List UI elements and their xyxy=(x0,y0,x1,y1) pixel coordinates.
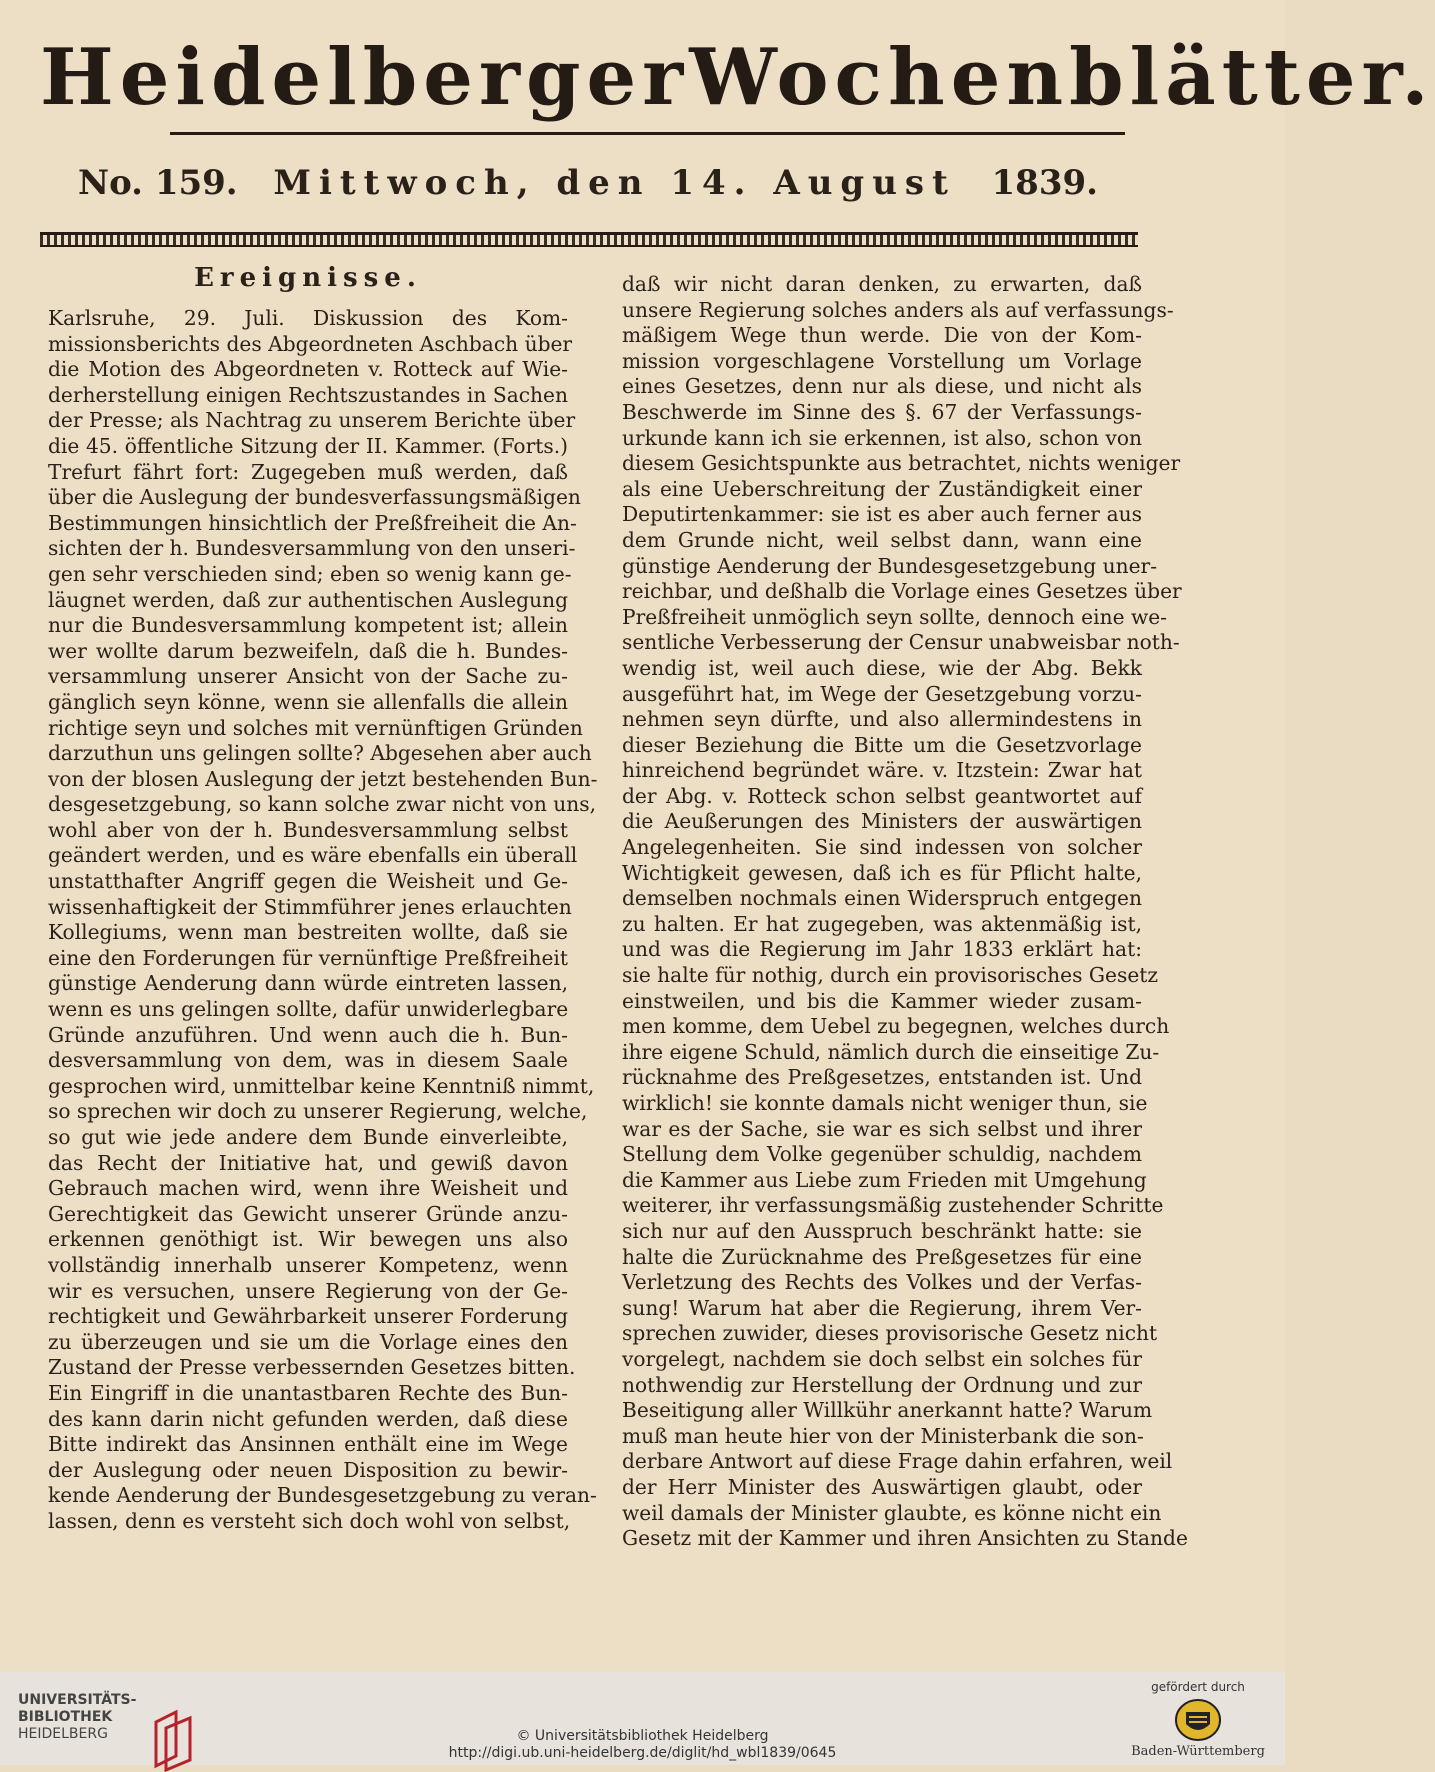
text-line: rechtigkeit und Gewährbarkeit unserer Forderung xyxy=(48,1304,568,1329)
masthead-rule xyxy=(170,132,1125,135)
text-line: diesem Gesichtspunkte aus betrachtet, nichts weniger xyxy=(622,451,1181,476)
text-line: Ein Eingriff in die unantastbaren Rechte des Bun- xyxy=(48,1380,568,1405)
issue-number: No. 159. xyxy=(78,163,238,203)
text-line: nur die Bundesversammlung kompetent ist; allein xyxy=(48,613,568,638)
text-line: Stellung dem Volke gegenüber schuldig, nachdem xyxy=(622,1142,1142,1167)
text-line: sung! Warum hat aber die Regierung, ihrem Ver- xyxy=(622,1295,1142,1320)
text-line: nehmen seyn dürfte, und also allermindestens in xyxy=(622,707,1142,732)
text-line: Bestimmungen hinsichtlich der Preßfreiheit die An- xyxy=(48,510,577,535)
library-name xyxy=(18,1692,136,1743)
text-line: zu halten. Er hat zugegeben, was aktenmäßig ist, xyxy=(622,911,1142,936)
text-line: sich nur auf den Ausspruch beschränkt hatte: sie xyxy=(622,1218,1142,1243)
text-line: über die Auslegung der bundesverfassungsmäßigen xyxy=(48,485,581,510)
text-line: die 45. öffentliche Sitzung der II. Kammer. (Forts.) xyxy=(48,433,568,458)
text-line: zu überzeugen und sie um die Vorlage eines den xyxy=(48,1329,568,1354)
text-line: sprechen zuwider, dieses provisorische Gesetz nicht xyxy=(622,1321,1158,1346)
text-line: Gerechtigkeit das Gewicht unserer Gründe anzu- xyxy=(48,1201,568,1226)
text-line: urkunde kann ich sie erkennen, ist also, schon von xyxy=(622,425,1142,450)
text-line: desgesetzgebung, so kann solche zwar nicht von uns, xyxy=(48,792,597,817)
text-line: wer wollte darum bezweifeln, daß die h. Bundes- xyxy=(48,638,568,663)
text-line: gen sehr verschieden sind; eben so wenig kann ge- xyxy=(48,561,572,586)
source-url-link[interactable]: http://digi.ub.uni-heidelberg.de/diglit/hd_wbl1839/0645 xyxy=(448,1745,837,1761)
text-line: Bitte indirekt das Ansinnen enthält eine im Wege xyxy=(48,1432,568,1457)
library-mark-icon xyxy=(150,1708,196,1772)
copyright-notice xyxy=(400,1728,885,1762)
masthead-title-left: Heidelberger xyxy=(40,31,690,123)
text-line: und was die Regierung im Jahr 1833 erklärt hat: xyxy=(622,937,1142,962)
text-line: versammlung unserer Ansicht von der Sache zu- xyxy=(48,664,568,689)
text-line: hinreichend begründet wäre. v. Itzstein: Zwar hat xyxy=(622,758,1142,783)
text-line: geändert werden, und es wäre ebenfalls ein überall xyxy=(48,843,578,868)
text-line: gänglich seyn könne, wenn sie allenfalls die allein xyxy=(48,689,568,714)
text-line: der Abg. v. Rotteck schon selbst geantwortet auf xyxy=(622,783,1142,808)
text-line: sichten der h. Bundesversammlung von den unseri- xyxy=(48,536,576,561)
sponsor-block xyxy=(1118,1680,1278,1764)
text-line: war es der Sache, sie war es sich selbst und ihrer xyxy=(622,1116,1142,1141)
library-name-line: HEIDELBERG xyxy=(18,1726,108,1742)
right-column xyxy=(622,272,1188,1552)
text-line: Karlsruhe, 29. Juli. Diskussion des Kom- xyxy=(48,306,568,330)
text-line: derherstellung einigen Rechtszustandes in Sachen xyxy=(48,382,568,407)
text-line: so gut wie jede andere dem Bunde einverleibte, xyxy=(48,1125,568,1149)
text-line: von der blosen Auslegung der jetzt bestehenden Bun- xyxy=(48,766,598,791)
text-line: ausgeführt hat, im Wege der Gesetzgebung vorzu- xyxy=(622,681,1142,706)
text-line: wirklich! sie konnte damals nicht weniger thun, sie xyxy=(622,1091,1148,1115)
sponsor-name: Baden-Württemberg xyxy=(1131,1744,1265,1759)
issue-date: Mittwoch, den 14. August xyxy=(273,163,956,203)
text-line: demselben nochmals einen Widerspruch entgegen xyxy=(622,886,1142,911)
text-line: reichbar, und deßhalb die Vorlage eines Gesetzes über xyxy=(622,579,1182,604)
text-line: so sprechen wir doch zu unserer Regierung, welche, xyxy=(48,1099,588,1124)
text-line: sie halte für nothig, durch ein provisorisches Gesetz xyxy=(622,963,1159,988)
coat-of-arms-icon xyxy=(1173,1698,1223,1742)
text-line: eines Gesetzes, denn nur als diese, und nicht als xyxy=(622,374,1142,399)
text-line: nothwendig zur Herstellung der Ordnung und zur xyxy=(622,1372,1142,1397)
text-line: wohl aber von der h. Bundesversammlung selbst xyxy=(48,817,568,842)
text-line: darzuthun uns gelingen sollte? Abgesehen aber auch xyxy=(48,741,592,766)
text-line: ihre eigene Schuld, nämlich durch die einseitige Zu- xyxy=(622,1039,1160,1064)
library-name-line: UNIVERSITÄTS- xyxy=(18,1692,137,1708)
library-name-line: BIBLIOTHEK xyxy=(18,1709,113,1725)
text-line: günstige Aenderung dann würde eintreten lassen, xyxy=(48,971,568,996)
left-column xyxy=(48,262,598,1535)
text-line: men komme, dem Uebel zu begegnen, welches durch xyxy=(622,1014,1170,1039)
text-line: die Motion des Abgeordneten v. Rotteck auf Wie- xyxy=(48,357,568,382)
text-line: lassen, denn es versteht sich doch wohl von selbst, xyxy=(48,1508,571,1533)
text-line: als eine Ueberschreitung der Zuständigkeit einer xyxy=(622,476,1142,501)
text-line: die Aeußerungen des Ministers der auswärtigen xyxy=(622,809,1142,834)
text-line: weil damals der Minister glaubte, es könne nicht ein xyxy=(622,1500,1162,1525)
text-line: sentliche Verbesserung der Censur unabweisbar noth- xyxy=(622,630,1180,655)
text-line: Gebrauch machen wird, wenn ihre Weisheit und xyxy=(48,1176,568,1201)
footer-bar xyxy=(0,1672,1285,1765)
text-line: wendig ist, weil auch diese, wie der Abg. Bekk xyxy=(622,655,1142,680)
text-line: desversammlung von dem, was in diesem Saale xyxy=(48,1048,568,1073)
text-line: des kann darin nicht gefunden werden, daß diese xyxy=(48,1406,568,1431)
text-line: wir es versuchen, unsere Regierung von der Ge- xyxy=(48,1278,568,1303)
text-line: eine den Forderungen für vernünftige Preßfreiheit xyxy=(48,945,568,970)
text-line: Verletzung des Rechts des Volkes und der Verfas- xyxy=(622,1270,1142,1295)
text-line: vollständig innerhalb unserer Kompetenz, wenn xyxy=(48,1252,568,1277)
text-line: Deputirtenkammer: sie ist es aber auch ferner aus xyxy=(622,502,1142,527)
text-line: Kollegiums, wenn man bestreiten wollte, daß sie xyxy=(48,920,568,945)
text-line: dieser Beziehung die Bitte um die Gesetzvorlage xyxy=(622,732,1142,757)
text-line: richtige seyn und solches mit vernünftigen Gründen xyxy=(48,715,583,740)
sponsor-label: gefördert durch xyxy=(1151,1680,1245,1694)
text-line: Trefurt fährt fort: Zugegeben muß werden, daß xyxy=(48,459,568,484)
text-line: weiterer, ihr verfassungsmäßig zustehender Schritte xyxy=(622,1193,1164,1218)
text-line: Preßfreiheit unmöglich seyn sollte, dennoch eine we- xyxy=(622,604,1168,629)
text-line: der Herr Minister des Auswärtigen glaubt, oder xyxy=(622,1474,1142,1499)
text-line: der Presse; als Nachtrag zu unserem Berichte über xyxy=(48,408,576,433)
copyright-text: © Universitätsbibliothek Heidelberg xyxy=(516,1728,769,1744)
text-line: wenn es uns gelingen sollte, dafür unwiderlegbare xyxy=(48,997,569,1022)
text-line: mäßigem Wege thun werde. Die von der Kom- xyxy=(622,323,1142,348)
text-line: Angelegenheiten. Sie sind indessen von solcher xyxy=(622,835,1142,860)
text-line: daß wir nicht daran denken, zu erwarten, daß xyxy=(622,272,1142,296)
text-line: einstweilen, und bis die Kammer wieder zusam- xyxy=(622,988,1142,1013)
text-line: der Auslegung oder neuen Disposition zu bewir- xyxy=(48,1457,568,1482)
dateline-rule xyxy=(40,232,1138,247)
text-line: erkennen genöthigt ist. Wir bewegen uns also xyxy=(48,1227,568,1252)
text-line: vorgelegt, nachdem sie doch selbst ein solches für xyxy=(622,1346,1142,1371)
text-line: die Kammer aus Liebe zum Frieden mit Umgehung xyxy=(622,1167,1147,1192)
text-line: günstige Aenderung der Bundesgesetzgebung uner- xyxy=(622,553,1158,578)
text-line: mission vorgeschlagene Vorstellung um Vorlage xyxy=(622,348,1142,373)
text-line: Wichtigkeit gewesen, daß ich es für Pflicht halte, xyxy=(622,860,1142,885)
text-line: unsere Regierung solches anders als auf verfassungs- xyxy=(622,297,1174,322)
text-line: Zustand der Presse verbessernden Gesetzes bitten. xyxy=(48,1355,576,1380)
library-logo[interactable] xyxy=(18,1692,218,1752)
text-line: gesprochen wird, unmittelbar keine Kenntniß nimmt, xyxy=(48,1073,595,1098)
masthead-title-right: Wochenblätter. xyxy=(689,31,1435,123)
text-line: rücknahme des Preßgesetzes, entstanden ist. Und xyxy=(622,1065,1142,1090)
issue-year: 1839. xyxy=(991,163,1098,203)
text-line: Gründe anzuführen. Und wenn auch die h. Bun- xyxy=(48,1022,568,1047)
text-line: Beseitigung aller Willkühr anerkannt hatte? Warum xyxy=(622,1398,1153,1423)
dateline xyxy=(78,158,1098,208)
text-line: muß man heute hier von der Ministerbank die son- xyxy=(622,1423,1144,1448)
masthead xyxy=(40,22,1435,132)
text-line: das Recht der Initiative hat, und gewiß davon xyxy=(48,1150,568,1175)
text-line: Beschwerde im Sinne des §. 67 der Verfassungs- xyxy=(622,399,1142,424)
text-line: halte die Zurücknahme des Preßgesetzes für eine xyxy=(622,1244,1142,1269)
text-line: läugnet werden, daß zur authentischen Auslegung xyxy=(48,587,568,612)
text-line: dem Grunde nicht, weil selbst dann, wann eine xyxy=(622,527,1142,552)
right-column-text xyxy=(622,272,1188,1552)
left-column-text xyxy=(48,306,598,1535)
text-line: unstatthafter Angriff gegen die Weisheit und Ge- xyxy=(48,869,568,894)
text-line: derbare Antwort auf diese Frage dahin erfahren, weil xyxy=(622,1449,1173,1474)
text-line: Gesetz mit der Kammer und ihren Ansichten zu Stande xyxy=(622,1526,1188,1551)
text-line: kende Aenderung der Bundesgesetzgebung zu veran- xyxy=(48,1483,597,1508)
section-heading: Ereignisse. xyxy=(194,263,422,293)
text-line: wissenhaftigkeit der Stimmführer jenes erlauchten xyxy=(48,894,572,919)
text-line: missionsberichts des Abgeordneten Aschbach über xyxy=(48,331,573,356)
